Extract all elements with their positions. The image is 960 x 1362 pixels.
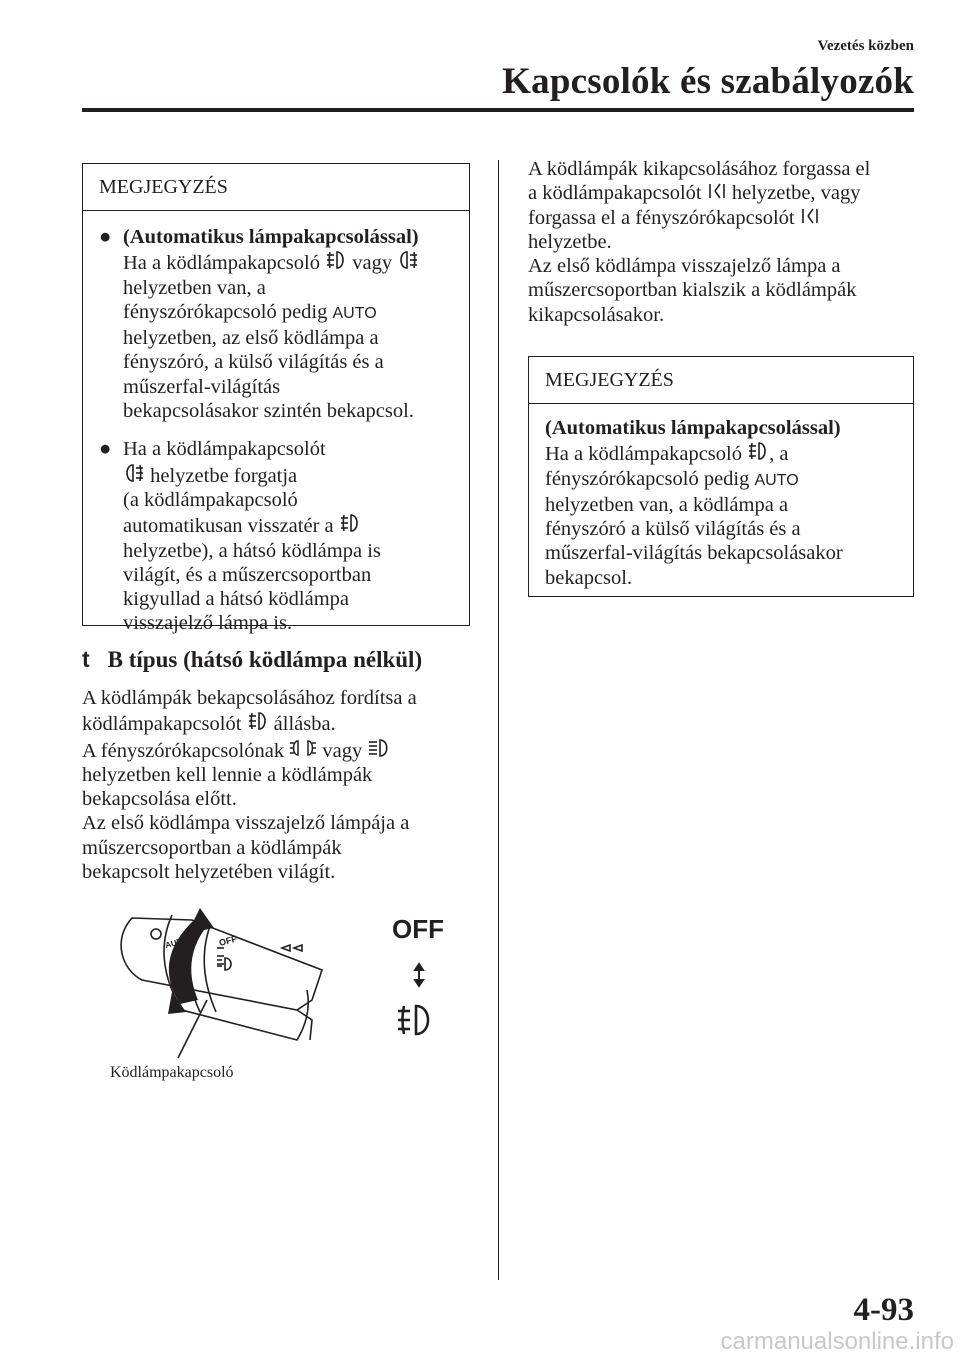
running-header-title: Kapcsolók és szabályozók xyxy=(502,61,914,102)
text-span: helyzetbe, vagy xyxy=(731,182,861,205)
front-fog-lamp-icon xyxy=(339,512,361,534)
text-span: automatikusan visszatér a xyxy=(123,515,334,538)
note-bullet-item xyxy=(99,437,461,635)
front-fog-lamp-icon xyxy=(747,440,769,462)
stalk-auto-label: AUTO xyxy=(164,935,189,950)
text-line xyxy=(123,249,461,275)
header-rule xyxy=(82,108,914,112)
text-line: Az első ködlámpa visszajelző lámpája a xyxy=(82,812,410,835)
text-line: helyzetben van, a xyxy=(123,276,266,299)
auto-position-label: AUTO xyxy=(754,471,799,489)
text-line: bekapcsolásakor szintén bekapcsol. xyxy=(123,400,414,423)
note-bullet-title: (Automatikus lámpakapcsolással) xyxy=(123,226,419,248)
body-paragraph xyxy=(82,686,482,884)
text-line: bekapcsolása előtt. xyxy=(82,788,237,811)
text-span: fényszórókapcsoló pedig xyxy=(123,300,328,323)
page-number: 4-93 xyxy=(853,1292,914,1328)
note-title: (Automatikus lámpakapcsolással) xyxy=(545,417,841,439)
running-header-section: Vezetés közben xyxy=(817,38,914,54)
note-body xyxy=(529,404,913,590)
note-body xyxy=(83,211,469,636)
text-line: Ha a ködlámpakapcsolót xyxy=(123,438,326,461)
text-line: helyzetben kell lennie a ködlámpák xyxy=(82,763,373,786)
text-span: Ha a ködlámpakapcsoló xyxy=(123,252,320,275)
text-line: bekapcsolt helyzetében világít. xyxy=(82,861,336,884)
headlight-icon xyxy=(367,737,391,759)
front-fog-lamp-icon xyxy=(325,249,347,271)
rear-fog-lamp-icon xyxy=(397,249,419,271)
text-span: vagy xyxy=(352,252,393,275)
text-line xyxy=(123,512,461,538)
text-line xyxy=(545,440,903,466)
auto-position-label: AUTO xyxy=(332,304,377,322)
note-bullet-item xyxy=(99,225,461,423)
watermark: carmanualsonline.info xyxy=(720,1328,954,1355)
text-line: visszajelző lámpa is. xyxy=(123,612,293,635)
text-span: vagy xyxy=(322,739,363,762)
body-paragraph-right xyxy=(528,157,928,327)
text-line: kigyullad a hátsó ködlámpa xyxy=(123,588,350,611)
text-line: fényszóró, a külső világítás és a xyxy=(123,351,384,374)
text-span: állásba. xyxy=(273,713,336,736)
text-span: A fényszórókapcsolónak xyxy=(82,739,285,762)
note-box-auto-light-b xyxy=(528,356,914,597)
text-line xyxy=(528,206,928,230)
text-line: A ködlámpák bekapcsolásához fordítsa a xyxy=(82,687,417,709)
text-line: műszercsoportban kialszik a ködlámpák xyxy=(528,279,857,302)
parking-lights-icon xyxy=(289,737,317,759)
note-heading: MEGJEGYZÉS xyxy=(83,164,469,211)
text-line: A ködlámpák kikapcsolásához forgassa el xyxy=(528,158,871,180)
text-line: helyzetbe. xyxy=(528,230,612,253)
text-line: helyzetben, az első ködlámpa a xyxy=(123,327,379,350)
text-span: fényszórókapcsoló pedig xyxy=(545,467,750,490)
off-position-icon xyxy=(707,181,727,201)
section-heading xyxy=(82,646,422,673)
text-line xyxy=(545,467,903,493)
front-fog-lamp-icon xyxy=(247,710,269,732)
text-line: fényszóró a külső világítás és a xyxy=(545,518,801,541)
text-line: helyzetbe), a hátsó ködlámpa is xyxy=(123,539,381,562)
text-span: forgassa el a fényszórókapcsolót xyxy=(528,206,795,229)
column-divider xyxy=(498,160,499,1280)
section-marker: t xyxy=(82,646,90,672)
text-line: helyzetben van, a ködlámpa a xyxy=(545,493,789,516)
text-span: helyzetbe forgatja xyxy=(150,464,298,487)
text-line: kikapcsolásakor. xyxy=(528,303,665,326)
stalk-off-label: OFF xyxy=(217,933,238,948)
text-line: bekapcsol. xyxy=(545,566,633,589)
rear-fog-lamp-icon xyxy=(123,462,145,484)
text-line: műszercsoportban a ködlámpák xyxy=(82,836,342,859)
note-heading: MEGJEGYZÉS xyxy=(529,357,913,404)
text-span: ködlámpakapcsolót xyxy=(82,713,242,736)
text-line: Az első ködlámpa visszajelző lámpa a xyxy=(528,255,841,278)
text-line xyxy=(528,181,928,205)
off-label: OFF xyxy=(392,914,444,944)
bullet-dot: ● xyxy=(99,226,112,248)
off-position-icon xyxy=(800,206,820,226)
text-span: Ha a ködlámpakapcsoló xyxy=(545,443,742,466)
section-heading-text: B típus (hátsó ködlámpa nélkül) xyxy=(107,647,423,672)
text-line: műszerfal-világítás xyxy=(123,375,281,398)
text-line: világít, és a műszercsoportban xyxy=(123,563,372,586)
front-fog-lamp-icon xyxy=(398,1006,428,1034)
bullet-dot: ● xyxy=(99,438,112,461)
text-span: a ködlámpakapcsolót xyxy=(528,182,702,205)
text-line xyxy=(123,300,461,326)
text-line: (a ködlámpakapcsoló xyxy=(123,488,298,511)
text-line xyxy=(123,462,461,488)
note-box-auto-light xyxy=(82,163,470,635)
figure-caption: Ködlámpakapcsoló xyxy=(110,1064,234,1081)
text-line: műszerfal-világítás bekapcsolásakor xyxy=(545,542,843,565)
text-span: , a xyxy=(769,443,789,466)
text-line xyxy=(82,710,482,736)
text-line xyxy=(82,737,482,763)
